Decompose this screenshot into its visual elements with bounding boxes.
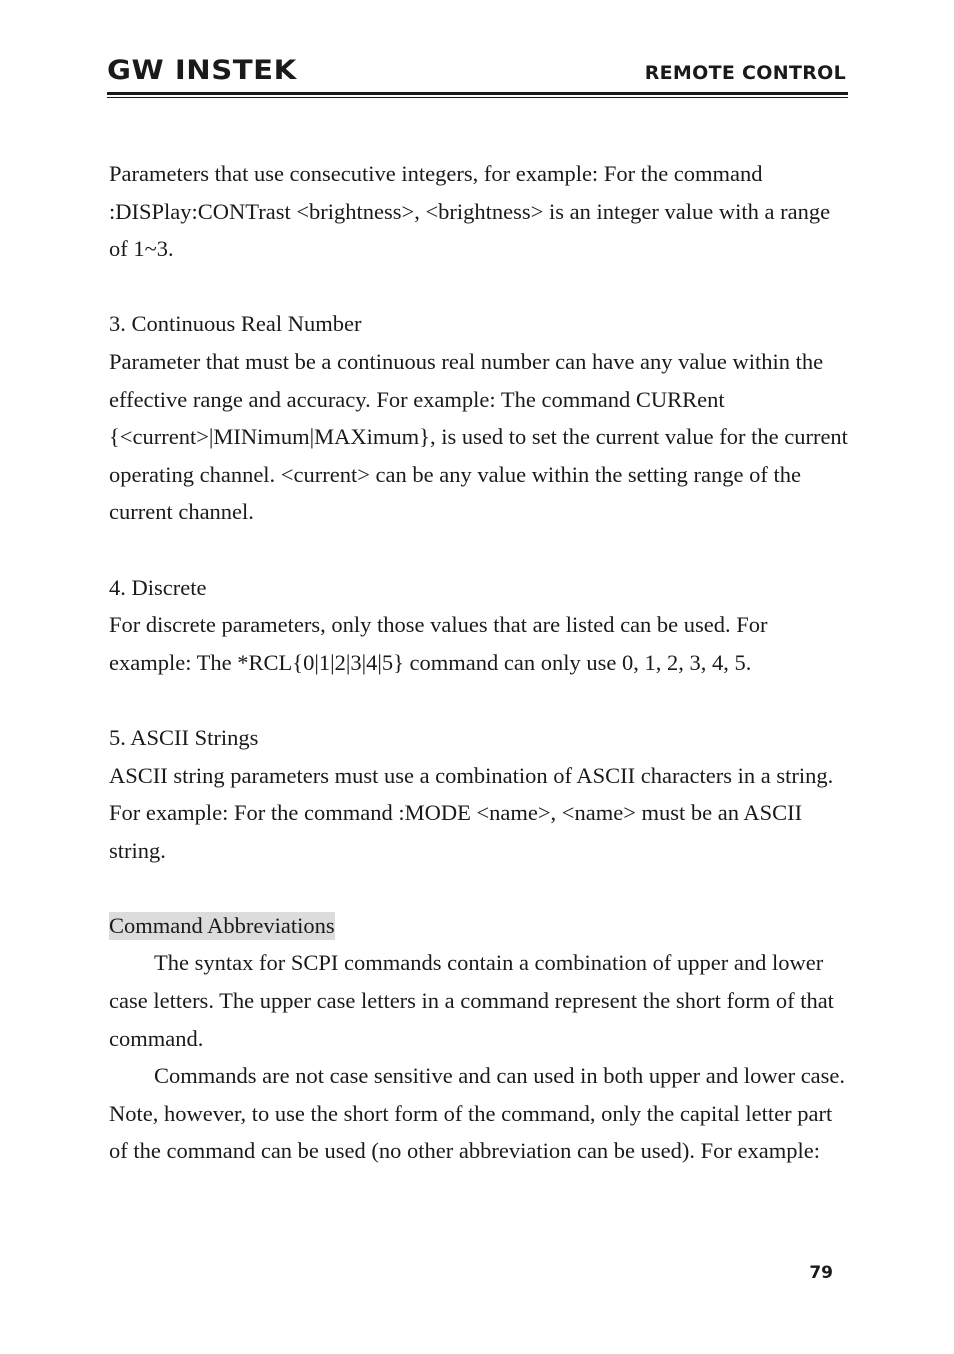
abbreviations-paragraph-2: Commands are not case sensitive and can used in both upper and lower case. Note, however, to use the short form of the command, only the capital letter part of the command can be used (no other abbreviation can be used). For example:	[109, 1063, 846, 1164]
spacer	[109, 681, 854, 719]
discrete-heading: 4. Discrete	[109, 574, 207, 600]
abbreviations-heading: Command Abbreviations	[109, 912, 335, 938]
continuous-real-paragraph: Parameter that must be a continuous real number can have any value within the effective range and accuracy. For example: The command CURRent {<current>|MINimum|MAXimum}, is used to set the current value for the current operating channel. <current> can be any value within the setting range of the current channel.	[109, 348, 848, 525]
spacer	[109, 268, 854, 306]
abbreviations-heading-row	[109, 907, 854, 945]
header-rule-thick	[107, 92, 848, 95]
intro-paragraph: Parameters that use consecutive integers, for example: For the command :DISPlay:CONTrast <brightness>, <brightness> is an integer value with a range of 1~3.	[109, 161, 831, 262]
discrete-paragraph: For discrete parameters, only those values that are listed can be used. For example: The *RCL{0|1|2|3|4|5} command can only use 0, 1, 2, 3, 4, 5.	[109, 612, 768, 675]
section-title: REMOTE CONTROL	[644, 62, 846, 84]
spacer	[109, 869, 854, 907]
page-header	[107, 52, 848, 100]
spacer	[109, 531, 854, 569]
abbreviations-paragraph-1: The syntax for SCPI commands contain a combination of upper and lower case letters. The upper case letters in a command represent the short form of that command.	[109, 950, 834, 1051]
continuous-real-heading: 3. Continuous Real Number	[109, 311, 362, 337]
page-content	[109, 155, 854, 1170]
header-rule-thin	[107, 97, 848, 98]
ascii-strings-paragraph: ASCII string parameters must use a combination of ASCII characters in a string. For example: For the command :MODE <name>, <name> must be an ASCII string.	[109, 762, 834, 863]
brand-logo: GW INSTEK	[107, 55, 297, 86]
page-number: 79	[809, 1263, 833, 1283]
ascii-strings-heading: 5. ASCII Strings	[109, 724, 259, 750]
